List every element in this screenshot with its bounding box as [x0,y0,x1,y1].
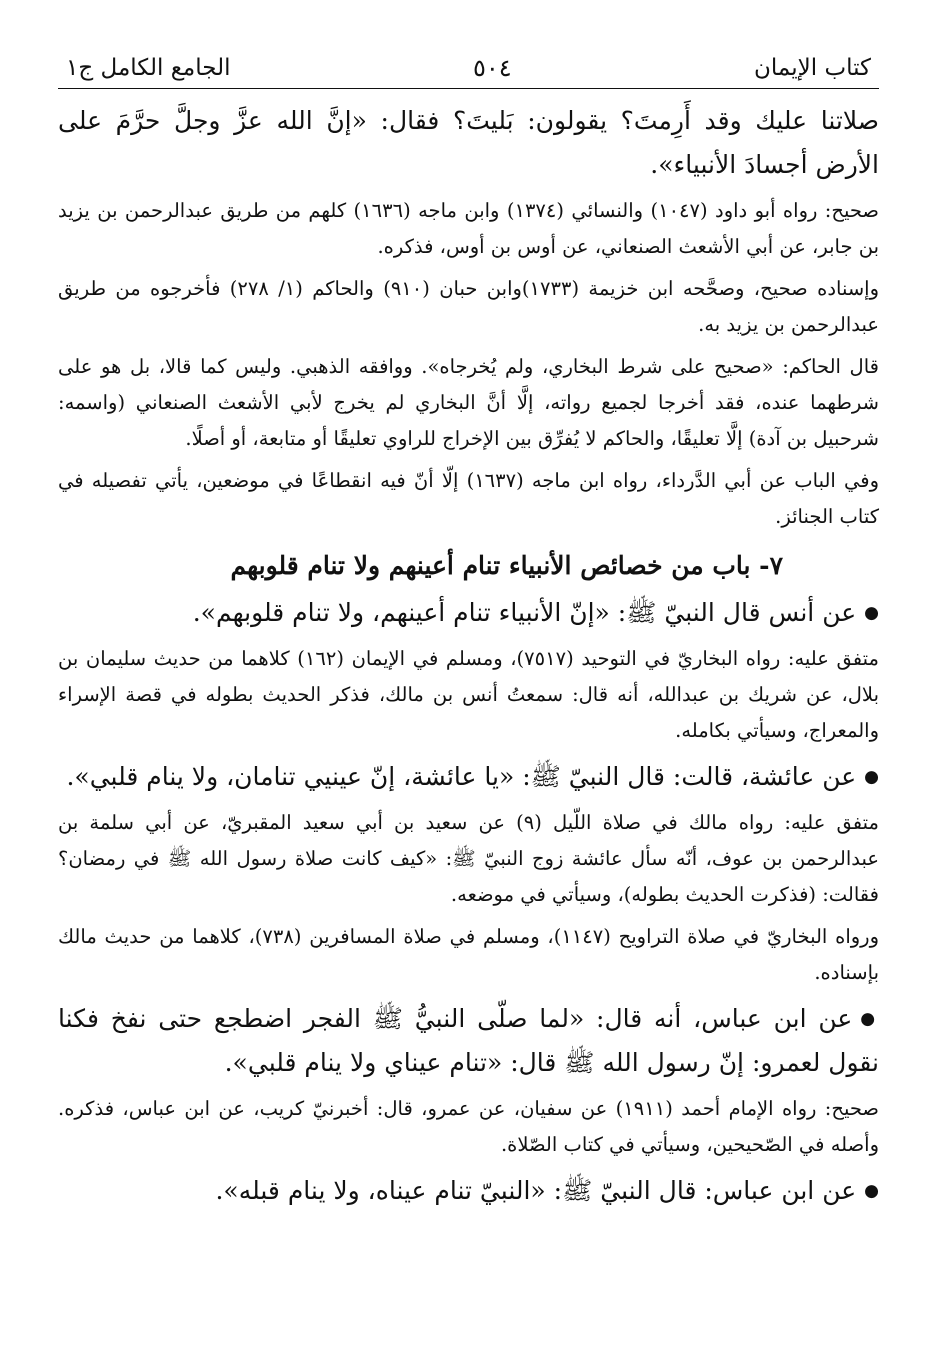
takhrij-note: قال الحاكم: «صحيح على شرط البخاري، ولم يُخرجاه». ووافقه الذهبي. وليس كما قالا، بل هو على شرطهما عنده، فقد أخرجا لجميع رواته، إلَّا أنَّ البخاري لم يخرج لأبي الأشعث الصنعاني (واسمه: شرحبيل بن آدة) إلَّا تعليقًا، والحاكم لا يُفرِّق بين الإخراج للراوي تعليقًا أو متابعة، أو أصلًا. [58,355,879,450]
chapter-heading: ٧- باب من خصائص الأنبياء تنام أعينهم ولا تنام قلوبهم [230,551,783,580]
series-title: الجامع الكامل ج١ [66,55,231,81]
takhrij-note: وإسناده صحيح، وصحَّحه ابن خزيمة (١٧٣٣)وابن حبان (٩١٠) والحاكم (١/ ٢٧٨) فأخرجوه من طريق عبدالرحمن بن يزيد به. [58,277,879,336]
takhrij-note: متفق عليه: رواه البخاريّ في التوحيد (٧٥١٧)، ومسلم في الإيمان (١٦٢) كلاهما من حديث سليمان بن بلال، عن شريك بن عبدالله، أنه قال: سمعتُ أنس بن مالك، فذكر الحديث بطوله في قصة الإسراء والمعراج، وسيأتي بكامله. [58,647,879,742]
hadith-continuation: صلاتنا عليك وقد أَرِمتَ؟ يقولون: بَليتَ؟ فقال: «إنَّ الله عزَّ وجلَّ حرَّمَ على الأرض أجسادَ الأنبياء». [58,106,879,179]
takhrij-note: ورواه البخاريّ في صلاة التراويح (١١٤٧)، ومسلم في صلاة المسافرين (٧٣٨)، كلاهما من حديث مالك بإسناده. [58,925,879,984]
takhrij-note: صحيح: رواه أبو داود (١٠٤٧) والنسائي (١٣٧٤) وابن ماجه (١٦٣٦) كلهم من طريق عبدالرحمن بن يزيد بن جابر، عن أبي الأشعث الصنعاني، عن أوس بن أوس، فذكره. [58,199,879,258]
page-body [58,99,879,1213]
hadith-text: ● عن ابن عباس، أنه قال: «لما صلّى النبيُّ ﷺ الفجر اضطجع حتى نفخ فكنا نقول لعمرو: إنّ رسول الله ﷺ قال: «تنام عيناي ولا ينام قلبي». [58,997,879,1085]
takhrij-note: صحيح: رواه الإمام أحمد (١٩١١) عن سفيان، عن عمرو، قال: أخبرنيّ كريب، عن ابن عباس، فذكره. وأصله في الصّحيحين، وسيأتي في كتاب الصّلاة. [58,1097,879,1156]
takhrij-note: وفي الباب عن أبي الدَّرداء، رواه ابن ماجه (١٦٣٧) إلّا أنّ فيه انقطاعًا في موضعين، يأتي تفصيله في كتاب الجنائز. [58,469,879,528]
hadith-text: ● عن عائشة، قالت: قال النبيّ ﷺ: «يا عائشة، إنّ عينيي تنامان، ولا ينام قلبي». [58,755,879,799]
takhrij-note: متفق عليه: رواه مالك في صلاة اللّيل (٩) عن سعيد بن أبي سعيد المقبريّ، عن أبي سلمة بن عبدالرحمن بن عوف، أنّه سأل عائشة زوج النبيّ ﷺ: «كيف كانت صلاة رسول الله ﷺ في رمضان؟ فقالت: (فذكرت الحديث بطوله)، وسيأتي في موضعه. [58,811,879,906]
hadith-text: ● عن ابن عباس: قال النبيّ ﷺ: «النبيّ تنام عيناه، ولا ينام قبله». [58,1169,879,1213]
page-number: ٥٠٤ [472,54,512,82]
header-divider [58,88,879,89]
hadith-text: ● عن أنس قال النبيّ ﷺ: «إنّ الأنبياء تنام أعينهم، ولا تنام قلوبهم». [58,591,879,635]
page-header [58,52,879,88]
book-title: كتاب الإيمان [754,55,871,81]
